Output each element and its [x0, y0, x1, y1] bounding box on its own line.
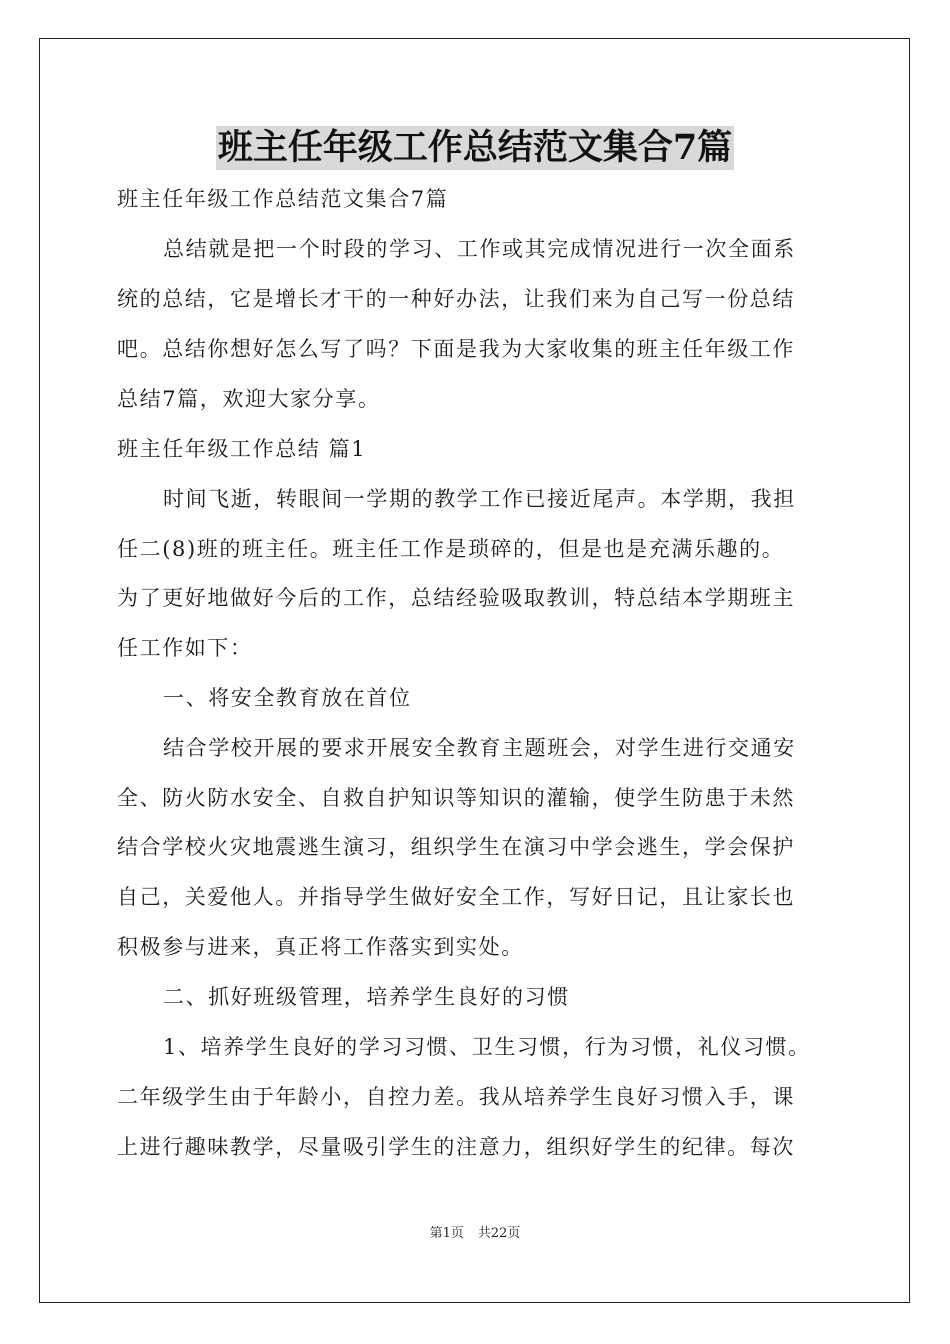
page-number: 第1页: [429, 1226, 464, 1241]
paragraph-line: 全、防火防水安全、自救自护知识等知识的灌输，使学生防患于未然: [117, 786, 795, 810]
section-heading: 班主任年级工作总结 篇1: [117, 437, 367, 461]
paragraph-line: 上进行趣味教学，尽量吸引学生的注意力，组织好学生的纪律。每次: [117, 1135, 795, 1159]
paragraph-line: 总结7篇，欢迎大家分享。: [117, 387, 381, 411]
paragraph-line: 总结就是把一个时段的学习、工作或其完成情况进行一次全面系: [163, 237, 796, 261]
paragraph-line: 吧。总结你想好怎么写了吗？下面是我为大家收集的班主任年级工作: [117, 337, 795, 361]
paragraph-line: 时间飞逝，转眼间一学期的教学工作已接近尾声。本学期，我担: [163, 487, 796, 511]
paragraph-line: 结合学校火灾地震逃生演习，组织学生在演习中学会逃生，学会保护: [117, 835, 795, 859]
paragraph-line: 积极参与进来，真正将工作落实到实处。: [117, 935, 524, 959]
paragraph-line: 结合学校开展的要求开展安全教育主题班会，对学生进行交通安: [163, 736, 796, 760]
document-title: 班主任年级工作总结范文集合7篇: [217, 127, 733, 168]
subheading-line: 二、抓好班级管理，培养学生良好的习惯: [163, 985, 570, 1009]
paragraph-line: 统的总结，它是增长才干的一种好办法，让我们来为自己写一份总结: [117, 287, 795, 311]
page-border: [39, 38, 910, 1303]
paragraph-line: 任二(8)班的班主任。班主任工作是琐碎的，但是也是充满乐趣的。: [117, 537, 785, 561]
paragraph-line: 任工作如下：: [117, 636, 253, 660]
page-footer: [0, 1222, 950, 1241]
paragraph-line: 自己，关爱他人。并指导学生做好安全工作，写好日记，且让家长也: [117, 885, 795, 909]
paragraph-line: 二年级学生由于年龄小，自控力差。我从培养学生良好习惯入手，课: [117, 1085, 795, 1109]
subtitle-line: 班主任年级工作总结范文集合7篇: [117, 187, 449, 211]
page-total: 共22页: [477, 1226, 521, 1241]
paragraph-line: 为了更好地做好今后的工作，总结经验吸取教训，特总结本学期班主: [117, 586, 795, 610]
title-container: [0, 126, 950, 170]
paragraph-line: 1、培养学生良好的学习习惯、卫生习惯，行为习惯，礼仪习惯。: [163, 1035, 811, 1059]
subheading-line: 一、将安全教育放在首位: [163, 686, 412, 710]
